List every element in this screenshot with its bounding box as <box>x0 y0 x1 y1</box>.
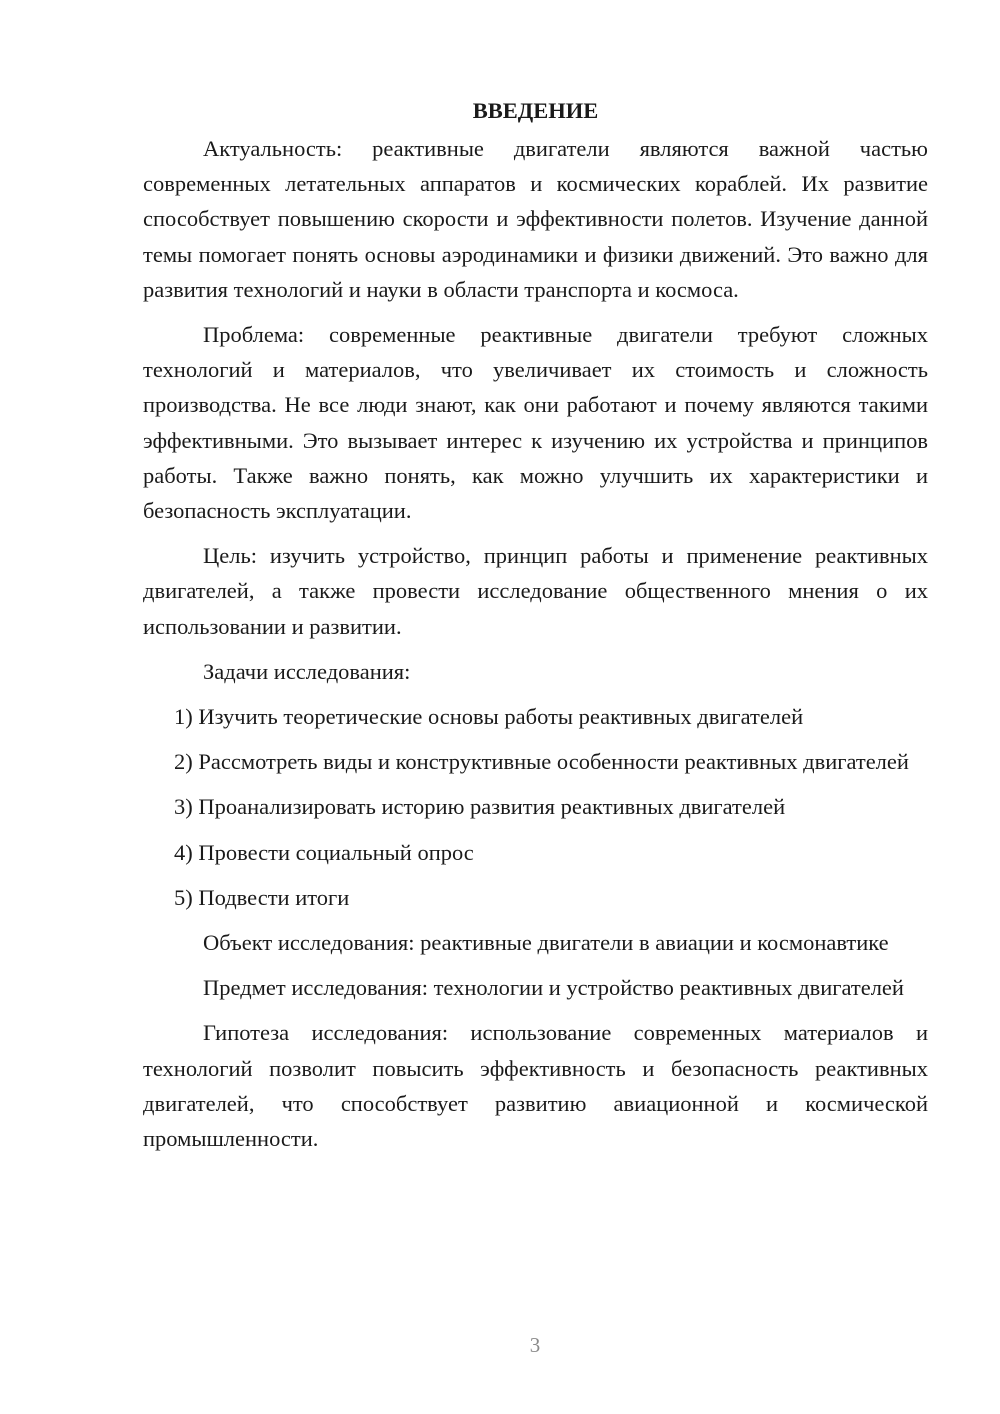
task-item: 5) Подвести итоги <box>174 884 350 910</box>
task-item: 4) Провести социальный опрос <box>174 839 474 865</box>
task-item: 1) Изучить теоретические основы работы реактивных двигателей <box>174 704 804 730</box>
paragraph-relevance: Актуальность: реактивные двигатели являются важной частью современных летательных аппаратов и космических кораблей. Их развитие способствует повышению скорости и эффективности полетов. Изучение данной темы помогает понять основы аэродинамики и физики движений. Это важно для развития технологий и науки в области транспорта и космоса. <box>143 136 928 302</box>
tasks-heading: Задачи исследования: <box>203 658 411 684</box>
task-item: 3) Проанализировать историю развития реактивных двигателей <box>174 794 786 820</box>
paragraph-hypothesis: Гипотеза исследования: использование современных материалов и технологий позволит повысить эффективность и безопасность реактивных двигателей, что способствует развитию авиационной и космической промышленности. <box>143 1020 928 1152</box>
page-number: 3 <box>529 1333 541 1357</box>
page-title: ВВЕДЕНИЕ <box>472 98 599 123</box>
task-item: 2) Рассмотреть виды и конструктивные особенности реактивных двигателей <box>174 749 909 775</box>
document-page <box>143 93 928 1166</box>
paragraph-subject: Предмет исследования: технологии и устройство реактивных двигателей <box>203 975 904 1001</box>
paragraph-problem: Проблема: современные реактивные двигатели требуют сложных технологий и материалов, что увеличивает их стоимость и сложность производства. Не все люди знают, как они работают и почему являются такими эффективными. Это вызывает интерес к изучению их устройства и принципов работы. Также важно понять, как можно улучшить их характеристики и безопасность эксплуатации. <box>143 322 928 524</box>
paragraph-object: Объект исследования: реактивные двигатели в авиации и космонавтике <box>203 930 889 956</box>
paragraph-goal: Цель: изучить устройство, принцип работы и применение реактивных двигателей, а также провести исследование общественного мнения о их использовании и развитии. <box>143 543 928 639</box>
